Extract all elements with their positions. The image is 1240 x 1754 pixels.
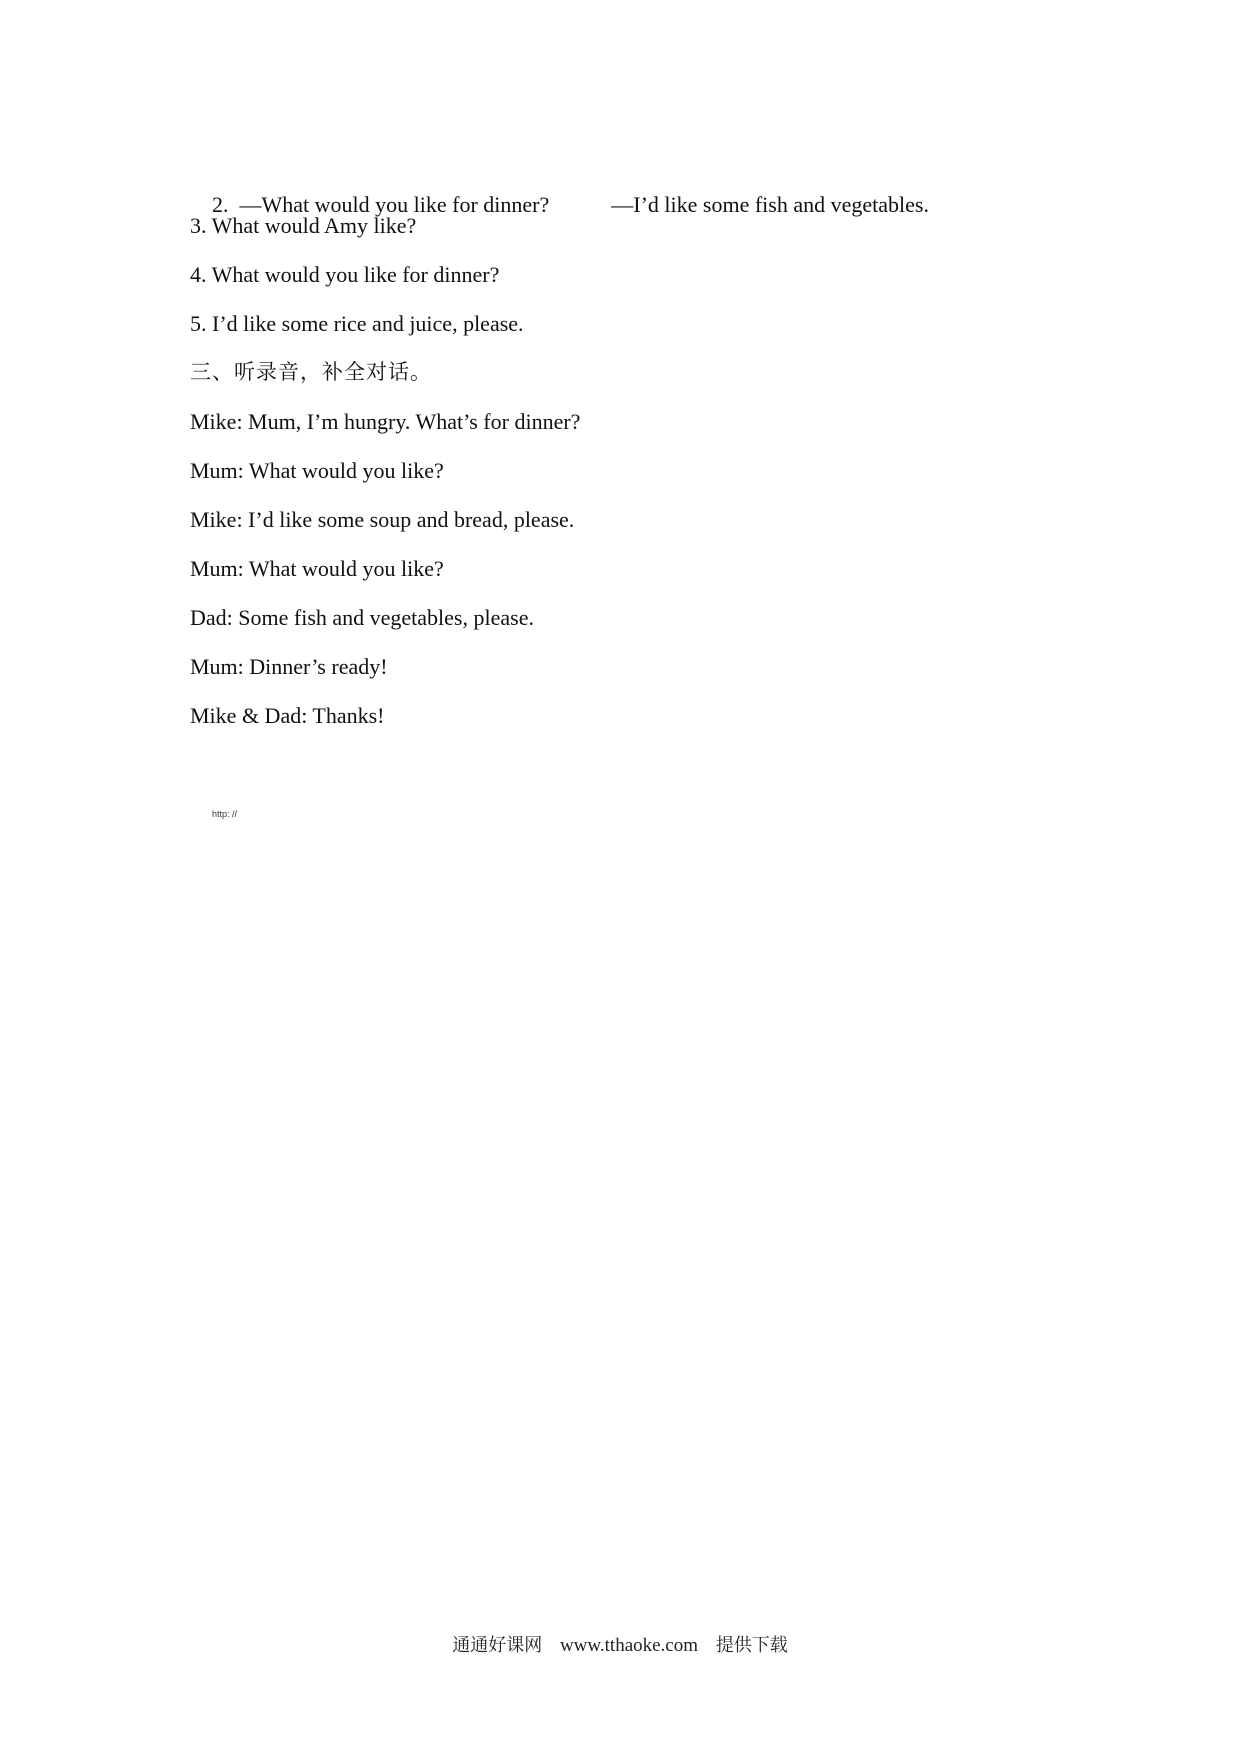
answer-2-response: —I’d like some fish and vegetables.	[611, 192, 929, 217]
answer-line-4: 4. What would you like for dinner?	[190, 262, 500, 287]
answer-2-question: 2. —What would you like for dinner?	[212, 192, 550, 217]
dialogue-line-3: Mike: I’d like some soup and bread, please.	[190, 507, 575, 532]
dialogue-line-2: Mum: What would you like?	[190, 458, 444, 483]
footer-site-url: www.tthaoke.com	[559, 1635, 699, 1656]
answer-line-3: 3. What would Amy like?	[190, 213, 417, 238]
dialogue-line-6: Mum: Dinner’s ready!	[190, 654, 388, 679]
section-heading: 三、听录音，补全对话。	[190, 360, 432, 384]
dialogue-line-7: Mike & Dad: Thanks!	[190, 703, 385, 728]
answer-line-5: 5. I’d like some rice and juice, please.	[190, 311, 524, 336]
dialogue-line-4: Mum: What would you like?	[190, 556, 444, 581]
dialogue-line-5: Dad: Some fish and vegetables, please.	[190, 605, 534, 630]
footer-site-name: 通通好课网	[452, 1635, 543, 1656]
footer-tail: 提供下载	[715, 1635, 788, 1656]
page-footer	[0, 1634, 1240, 1658]
small-url-text: http: //	[212, 809, 238, 819]
dialogue-line-1: Mike: Mum, I’m hungry. What’s for dinner?	[190, 409, 581, 434]
